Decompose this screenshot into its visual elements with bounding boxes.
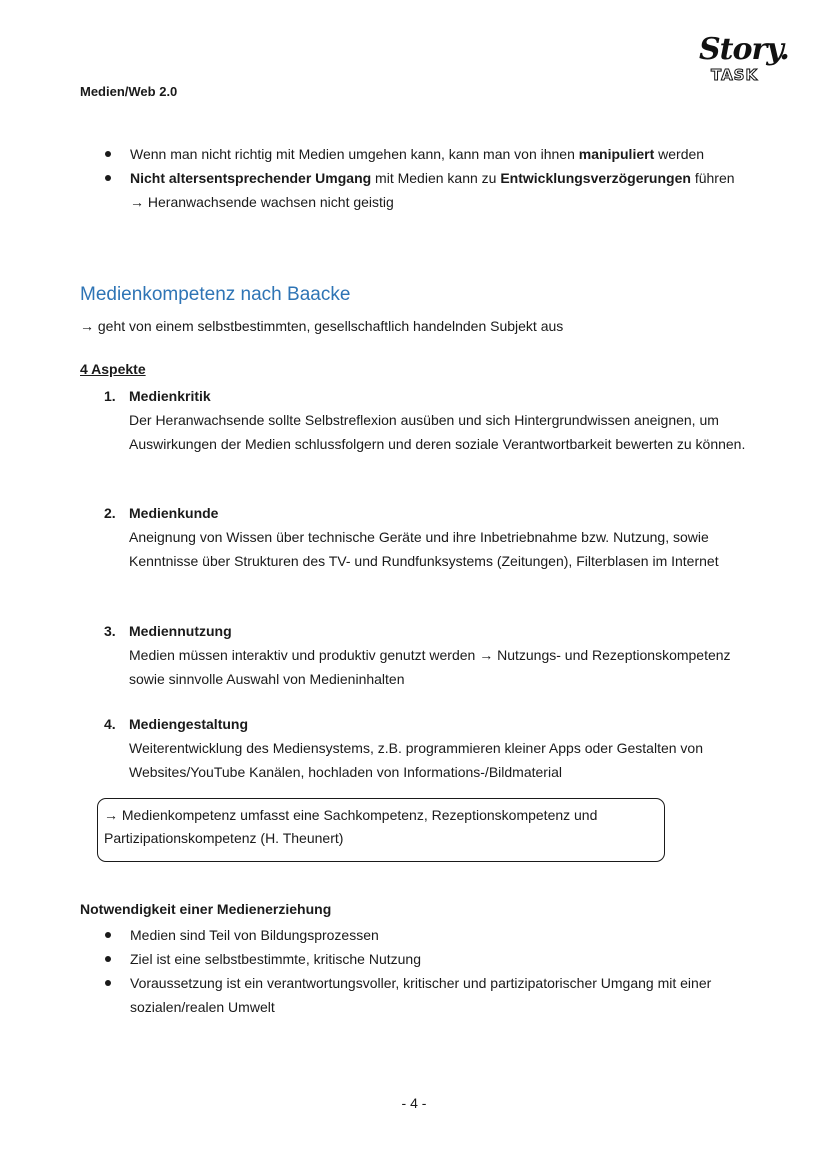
intro-bullet-list (80, 142, 740, 214)
logo-script-text: Story. (699, 32, 789, 67)
intro-bullet-2-text (130, 170, 735, 210)
aspect-4-title: Mediengestaltung (129, 716, 249, 732)
section-heading: Medienkompetenz nach Baacke (80, 284, 351, 305)
aspect-3 (104, 619, 764, 691)
story-task-logo (697, 32, 789, 88)
aspect-3-text: Medien müssen interaktiv und produktiv genutzt werden → Nutzungs- und Rezeptionskompetenz sowie sinnvolle Auswahl von Medieninhalten (129, 647, 731, 687)
aspect-2 (104, 501, 764, 573)
necessity-bullet-3 (80, 971, 745, 1019)
aspect-1-text: Der Heranwachsende sollte Selbstreflexion ausüben und sich Hintergrundwissen aneignen, um Auswirkungen der Medien schlussfolgern und deren soziale Verantwortbarkeit bewerten zu können. (129, 412, 746, 452)
summary-box: → Medienkompetenz umfasst eine Sachkompetenz, Rezeptionskompetenz und Partizipationskompetenz (H. Theunert) (97, 798, 665, 862)
aspect-1-number: 1. (104, 388, 116, 404)
necessity-title: Notwendigkeit einer Medienerziehung (80, 901, 332, 917)
aspect-1-title: Medienkritik (129, 388, 211, 404)
logo-task-text: TASK (711, 66, 759, 84)
necessity-bullet-1 (80, 923, 745, 947)
bold-phrase: Entwicklungsverzögerungen (500, 170, 691, 186)
bullet-dot-icon (105, 151, 111, 157)
necessity-bullet-2 (80, 947, 745, 971)
page-number: - 4 - (401, 1095, 427, 1111)
aspect-4 (104, 712, 764, 784)
text-run: führen → Heranwachsende wachsen nicht geistig (130, 170, 735, 210)
necessity-bullet-1-text: Medien sind Teil von Bildungsprozessen (130, 927, 379, 943)
intro-bullet-1-text (130, 146, 704, 162)
intro-bullet-1 (80, 142, 740, 166)
aspect-4-text: Weiterentwicklung des Mediensystems, z.B. programmieren kleiner Apps oder Gestalten von Websites/YouTube Kanälen, hochladen von Informations-/Bildmaterial (129, 740, 704, 780)
aspect-2-number: 2. (104, 505, 116, 521)
section-subtitle: → geht von einem selbstbestimmten, gesellschaftlich handelnden Subjekt aus (80, 318, 564, 334)
bullet-dot-icon (105, 956, 111, 962)
necessity-bullet-2-text: Ziel ist eine selbstbestimmte, kritische Nutzung (130, 951, 421, 967)
aspect-2-title: Medienkunde (129, 505, 219, 521)
header-title: Medien/Web 2.0 (80, 84, 178, 99)
bold-phrase: Nicht altersentsprechender Umgang (130, 170, 372, 186)
bullet-dot-icon (105, 980, 111, 986)
text-run: werden (654, 146, 705, 162)
bullet-dot-icon (105, 932, 111, 938)
aspects-title: 4 Aspekte (80, 361, 146, 377)
intro-bullet-2 (80, 166, 740, 214)
text-run: mit Medien kann zu (371, 170, 501, 186)
necessity-bullet-3-text: Voraussetzung ist ein verantwortungsvoller, kritischer und partizipatorischer Umgang mit einer sozialen/realen Umwelt (130, 975, 712, 1015)
bullet-dot-icon (105, 175, 111, 181)
necessity-bullet-list (80, 923, 745, 1019)
text-run: Wenn man nicht richtig mit Medien umgehen kann, kann man von ihnen (130, 146, 579, 162)
aspect-1 (104, 384, 764, 456)
aspect-4-number: 4. (104, 716, 116, 732)
bold-phrase: manipuliert (578, 146, 655, 162)
aspect-2-text: Aneignung von Wissen über technische Geräte und ihre Inbetriebnahme bzw. Nutzung, sowie Kenntnisse über Strukturen des TV- und Rundfunksystems (Zeitungen), Filterblasen im Internet (129, 529, 719, 569)
aspect-3-number: 3. (104, 623, 116, 639)
aspect-3-title: Mediennutzung (129, 623, 232, 639)
